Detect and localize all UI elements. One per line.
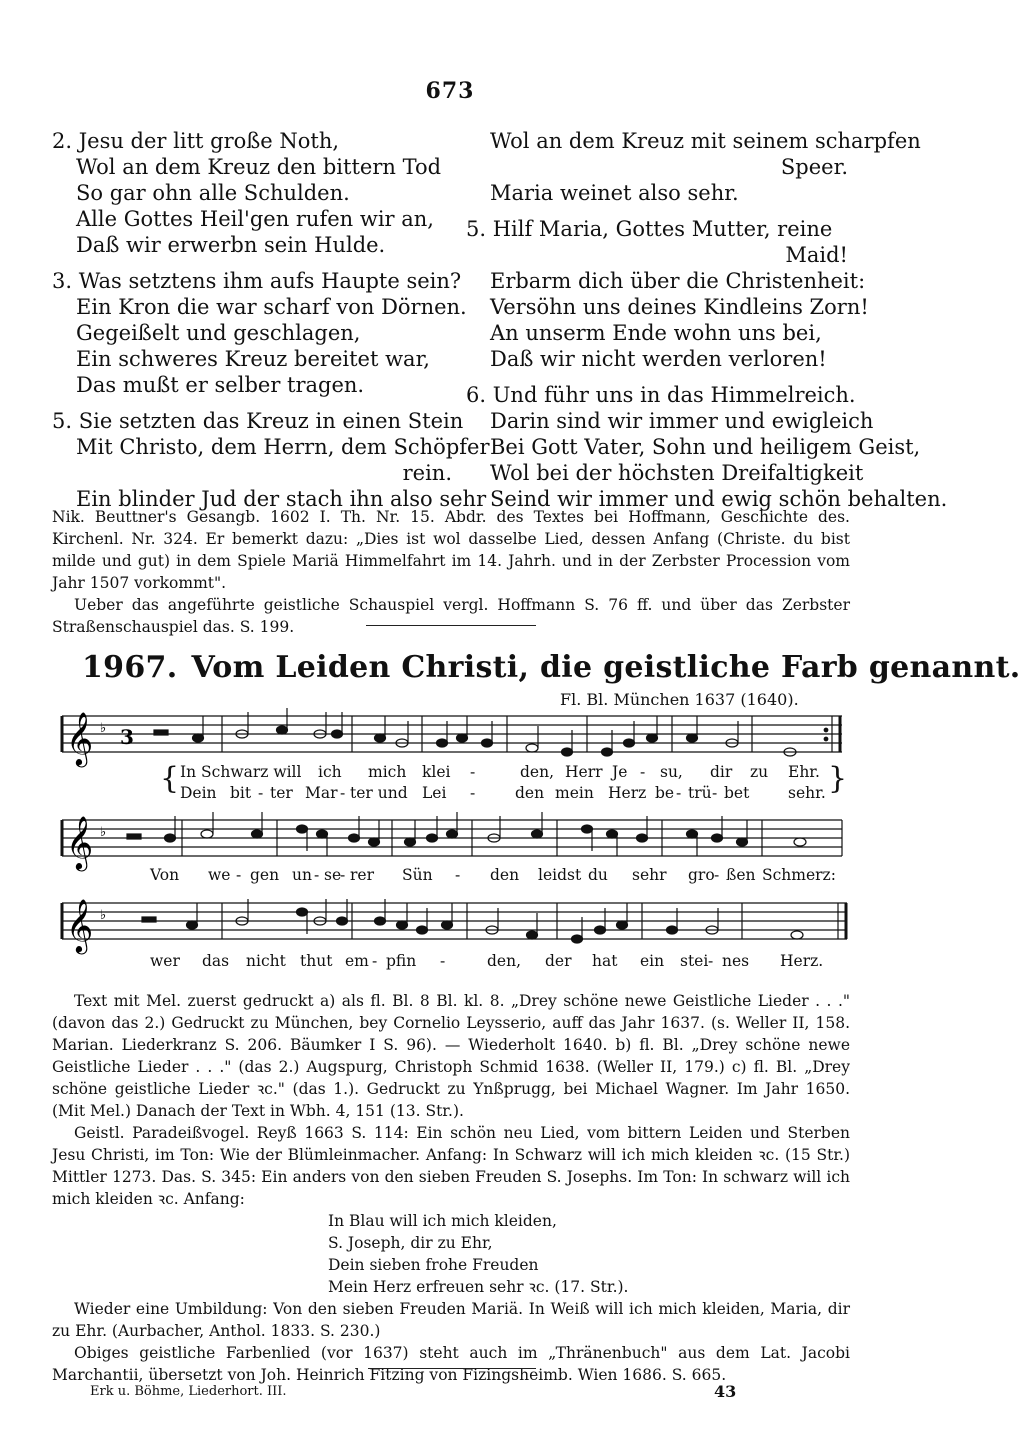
note — [794, 838, 806, 846]
note — [375, 917, 386, 925]
lyric-syllable: Dein — [180, 784, 217, 802]
note — [193, 734, 204, 742]
lyric-syllable: sehr — [632, 866, 667, 884]
melody-source: Fl. Bl. München 1637 (1640). — [560, 690, 799, 709]
stanza-5-line-4: Ein blinder Jud der stach ihn also sehr — [76, 487, 487, 511]
lyric-syllable: der — [545, 952, 572, 970]
divider-bottom — [368, 1368, 536, 1369]
lyric-syllable: ter und — [350, 784, 408, 802]
notes-top — [52, 506, 850, 638]
lyric-syllable: - — [676, 784, 682, 802]
note — [602, 748, 613, 756]
stanza-2-line-4: Alle Gottes Heil'gen rufen wir an, — [76, 207, 434, 231]
lyric-syllable: un — [292, 866, 312, 884]
lyric-syllable: Herz. — [780, 952, 824, 970]
staff-3-lyrics — [0, 948, 900, 974]
lyric-syllable: rer — [350, 866, 374, 884]
note — [297, 825, 308, 833]
right-column — [466, 128, 948, 512]
note — [647, 734, 658, 742]
poem-line: In Blau will ich mich kleiden, — [328, 1212, 557, 1230]
treble-clef-icon: 𝄞 — [66, 711, 94, 765]
stanza-3-line-1: 3. Was setztens ihm aufs Haupte sein? — [52, 269, 462, 293]
lyric-syllable: wer — [150, 952, 180, 970]
lyric-syllable: se — [324, 866, 342, 884]
note — [337, 917, 348, 925]
lyric-syllable: ich — [318, 763, 342, 781]
lyric-syllable: ter — [270, 784, 293, 802]
continuation-line-1: Wol an dem Kreuz mit seinem scharpfen — [490, 129, 921, 153]
lyric-syllable: - — [340, 784, 346, 802]
lyric-syllable: nicht — [246, 952, 286, 970]
flat-sign-icon: ♭ — [100, 721, 107, 736]
lyric-syllable: Herz — [608, 784, 647, 802]
staff-1-lyrics — [0, 762, 900, 808]
note — [375, 734, 386, 742]
stanza-6-line-2: Darin sind wir immer und ewigleich — [490, 409, 874, 433]
lyric-syllable: gro — [688, 866, 715, 884]
lyric-syllable: be — [655, 784, 675, 802]
note — [447, 830, 458, 838]
flat-sign-icon: ♭ — [100, 825, 107, 840]
lyric-syllable: bit — [230, 784, 252, 802]
staff-3 — [62, 895, 852, 955]
stanza-5-line-1: 5. Sie setzten das Kreuz in einen Stein — [52, 409, 464, 433]
lyric-syllable: - — [372, 952, 378, 970]
lyric-syllable: em — [345, 952, 369, 970]
lyric-syllable: den, — [520, 763, 555, 781]
stanza-2-line-2: Wol an dem Kreuz den bittern Tod — [76, 155, 442, 179]
lyric-syllable: - — [340, 866, 346, 884]
lyric-syllable: - — [440, 952, 446, 970]
song-number: 1967. — [82, 650, 178, 685]
notes-bottom-paragraph-1: Text mit Mel. zuerst gedruckt a) als fl. Bl. 8 Bl. kl. 8. „Drey schöne newe Geistliche Lieder . . ." (davon das 2.) Gedruckt zu München, bey Cornelio Leysserio, auff das Jahr 1637. (s. Weller II, 158. Marian. Liederkranz S. 206. Bäumker I S. 96). — Wiederholt 1640. b) fl. Bl. „Drey schöne newe Geistliche Lieder . . ." (das 2.) Augspurg, Christoph Schmid 1638. (Weller II, 179.) c) fl. Bl. „Drey schöne geistliche Lieder ꝛc." (das 1.). Gedruckt zu Ynßprugg, bei Michael Wagner. Im Jahr 1650. (Mit Mel.) Danach der Text in Wbh. 4, 151 (13. Str.). — [52, 992, 850, 1120]
stanza-5b-line-3: Erbarm dich über die Christenheit: — [490, 269, 866, 293]
lyric-syllable: pfin — [386, 952, 417, 970]
lyric-syllable: ein — [640, 952, 665, 970]
stanza-5b-line-2: Maid! — [785, 243, 848, 267]
stanza-5-line-3: rein. — [402, 461, 452, 485]
stanza-2-line-1: 2. Jesu der litt große Noth, — [52, 129, 340, 153]
stanza-2-line-3: So gar ohn alle Schulden. — [76, 181, 350, 205]
lyric-brace-right: } — [828, 761, 848, 796]
lyric-syllable: du — [588, 866, 608, 884]
note — [201, 830, 213, 838]
lyric-syllable: su, — [660, 763, 683, 781]
note — [252, 830, 263, 838]
lyric-syllable: Herr — [565, 763, 603, 781]
staff-1 — [62, 708, 852, 768]
note — [687, 830, 698, 838]
lyric-syllable: bet — [724, 784, 750, 802]
rest — [154, 730, 168, 735]
lyric-syllable: - — [640, 763, 646, 781]
stanza-3-line-3: Gegeißelt und geschlagen, — [76, 321, 361, 345]
poem-line: Dein sieben frohe Freuden — [328, 1256, 539, 1274]
note — [442, 921, 453, 929]
note — [457, 734, 468, 742]
note — [624, 739, 635, 747]
note — [617, 921, 628, 929]
lyric-syllable: Schmerz: — [762, 866, 836, 884]
stanza-5b-line-6: Daß wir nicht werden verloren! — [490, 347, 827, 371]
note — [532, 830, 543, 838]
lyric-syllable: Je — [612, 763, 628, 781]
lyric-syllable: mein — [555, 784, 594, 802]
lyric-syllable: Lei — [422, 784, 447, 802]
lyric-syllable: klei — [422, 763, 451, 781]
stanza-5-line-2: Mit Christo, dem Herrn, dem Schöpfer — [76, 435, 490, 459]
lyric-syllable: - — [712, 784, 718, 802]
notes-top-paragraph-1: Nik. Beuttner's Gesangb. 1602 I. Th. Nr. 15. Abdr. des Textes bei Hoffmann, Geschichte des. Kirchenl. Nr. 324. Er bemerkt dazu: „Dies ist wol dasselbe Lied, dessen Anfang (Christe. du bist milde und gut) in dem Spiele Mariä Himmelfahrt im 14. Jahrh. und in der Zerbster Procession vom Jahr 1507 vorkommt". — [52, 508, 850, 592]
lyric-syllable: Sün — [402, 866, 433, 884]
note — [277, 726, 288, 734]
stanza-5b-line-5: An unserm Ende wohn uns bei, — [490, 321, 822, 345]
page-number: 673 — [425, 78, 475, 104]
stanza-6-line-1: 6. Und führ uns in das Himmelreich. — [466, 383, 856, 407]
lyric-syllable: - — [258, 784, 264, 802]
lyric-syllable: gen — [250, 866, 280, 884]
footer-sheet-number: 43 — [714, 1382, 737, 1401]
stanza-5b-line-4: Versöhn uns deines Kindleins Zorn! — [490, 295, 869, 319]
note — [737, 838, 748, 846]
note — [165, 834, 176, 842]
song-title: Vom Leiden Christi, die geistliche Farb genannt. — [191, 650, 1020, 685]
divider-top — [366, 625, 536, 626]
note — [607, 830, 618, 838]
rest — [127, 834, 141, 839]
note — [791, 931, 803, 939]
lyric-syllable: hat — [592, 952, 618, 970]
time-signature: 3 — [120, 725, 134, 749]
stanza-6-line-5: Seind wir immer und ewig schön behalten. — [490, 487, 948, 511]
note — [437, 739, 448, 747]
quoted-poem — [52, 1210, 850, 1298]
notes-top-paragraph-2: Ueber das angeführte geistliche Schauspiel vergl. Hoffmann S. 76 ff. und über das Zerbster Straßenschauspiel das. S. 199. — [52, 596, 850, 636]
poem-line: S. Joseph, dir zu Ehr, — [328, 1234, 493, 1252]
note — [582, 825, 593, 833]
lyric-syllable: trü — [688, 784, 712, 802]
lyric-syllable: - — [236, 866, 242, 884]
lyric-syllable: sehr. — [788, 784, 826, 802]
note — [397, 921, 408, 929]
lyric-syllable: we — [208, 866, 231, 884]
treble-clef-icon: 𝄞 — [66, 815, 94, 869]
lyric-syllable: ßen — [726, 866, 756, 884]
stanza-3-line-5: Das mußt er selber tragen. — [76, 373, 365, 397]
note — [297, 908, 308, 916]
lyric-syllable: den, — [487, 952, 522, 970]
lyric-syllable: In Schwarz will — [180, 763, 302, 781]
lyric-syllable: dir — [710, 763, 733, 781]
note — [712, 834, 723, 842]
stanza-6-line-4: Wol bei der höchsten Dreifaltigkeit — [490, 461, 864, 485]
note — [349, 834, 360, 842]
poem-line: Mein Herz erfreuen sehr ꝛc. (17. Str.). — [328, 1278, 629, 1296]
lyric-syllable: - — [708, 952, 714, 970]
stanza-6-line-3: Bei Gott Vater, Sohn und heiligem Geist, — [490, 435, 921, 459]
lyric-syllable: Von — [150, 866, 180, 884]
lyric-syllable: - — [470, 784, 476, 802]
stanza-5b-line-1: 5. Hilf Maria, Gottes Mutter, reine — [466, 217, 833, 241]
notes-bottom-paragraph-3: Wieder eine Umbildung: Von den sieben Freuden Mariä. In Weiß will ich mich kleiden, Maria, dir zu Ehr. (Aurbacher, Anthol. 1833. S. 230.) — [52, 1300, 850, 1340]
lyric-syllable: mich — [368, 763, 407, 781]
lyric-syllable: - — [314, 866, 320, 884]
lyric-syllable: - — [470, 763, 476, 781]
song-heading — [82, 650, 1020, 685]
lyric-syllable: nes — [722, 952, 750, 970]
footer-signature: Erk u. Böhme, Liederhort. III. — [90, 1384, 287, 1399]
note — [572, 935, 583, 943]
note — [187, 921, 198, 929]
lyric-syllable: Mar — [305, 784, 338, 802]
stanza-2-line-5: Daß wir erwerbn sein Hulde. — [76, 233, 386, 257]
note — [427, 834, 438, 842]
continuation-line-2: Speer. — [780, 155, 848, 179]
note — [417, 926, 428, 934]
note — [405, 838, 416, 846]
notes-bottom-paragraph-2: Geistl. Paradeißvogel. Reyß 1663 S. 114: Ein schön neu Lied, vom bittern Leiden und Sterben Jesu Christi, im Ton: Wie der Blümleinmacher. Anfang: In Schwarz will ich mich kleiden ꝛc. (15 Str.) Mittler 1273. Das. S. 345: Ein anders von den sieben Freuden S. Josephs. Im Ton: In schwarz will ich mich kleiden ꝛc. Anfang: — [52, 1124, 850, 1208]
notes-bottom — [52, 990, 850, 1386]
note — [369, 838, 380, 846]
lyric-syllable: leidst — [538, 866, 582, 884]
rest — [142, 917, 156, 922]
staff-2-lyrics — [0, 862, 900, 888]
note — [526, 744, 538, 752]
note — [667, 926, 678, 934]
lyric-syllable: Ehr. — [788, 763, 820, 781]
note — [482, 739, 493, 747]
note — [562, 748, 573, 756]
stanza-3-line-4: Ein schweres Kreuz bereitet war, — [76, 347, 430, 371]
lyric-syllable: den — [515, 784, 545, 802]
flat-sign-icon: ♭ — [100, 908, 107, 923]
left-column — [52, 128, 490, 512]
lyric-syllable: den — [490, 866, 520, 884]
lyric-syllable: - — [714, 866, 720, 884]
note — [317, 830, 328, 838]
notes-bottom-paragraph-4: Obiges geistliche Farbenlied (vor 1637) steht auch im „Thränenbuch" aus dem Lat. Jacobi Marchantii, übersetzt von Joh. Heinrich Fitzing von Fizingsheimb. Wien 1686. S. 665. — [52, 1344, 850, 1384]
lyric-brace-left: { — [160, 761, 180, 796]
stanza-3-line-2: Ein Kron die war scharf von Dörnen. — [76, 295, 467, 319]
note — [332, 730, 343, 738]
lyric-syllable: zu — [750, 763, 769, 781]
lyric-syllable: - — [455, 866, 461, 884]
lyric-syllable: stei — [680, 952, 709, 970]
continuation-line-3: Maria weinet also sehr. — [490, 181, 739, 205]
lyric-syllable: thut — [300, 952, 333, 970]
note — [595, 926, 606, 934]
note — [527, 931, 538, 939]
treble-clef-icon: 𝄞 — [66, 898, 94, 952]
note — [687, 734, 698, 742]
note — [637, 834, 648, 842]
lyric-syllable: das — [202, 952, 230, 970]
